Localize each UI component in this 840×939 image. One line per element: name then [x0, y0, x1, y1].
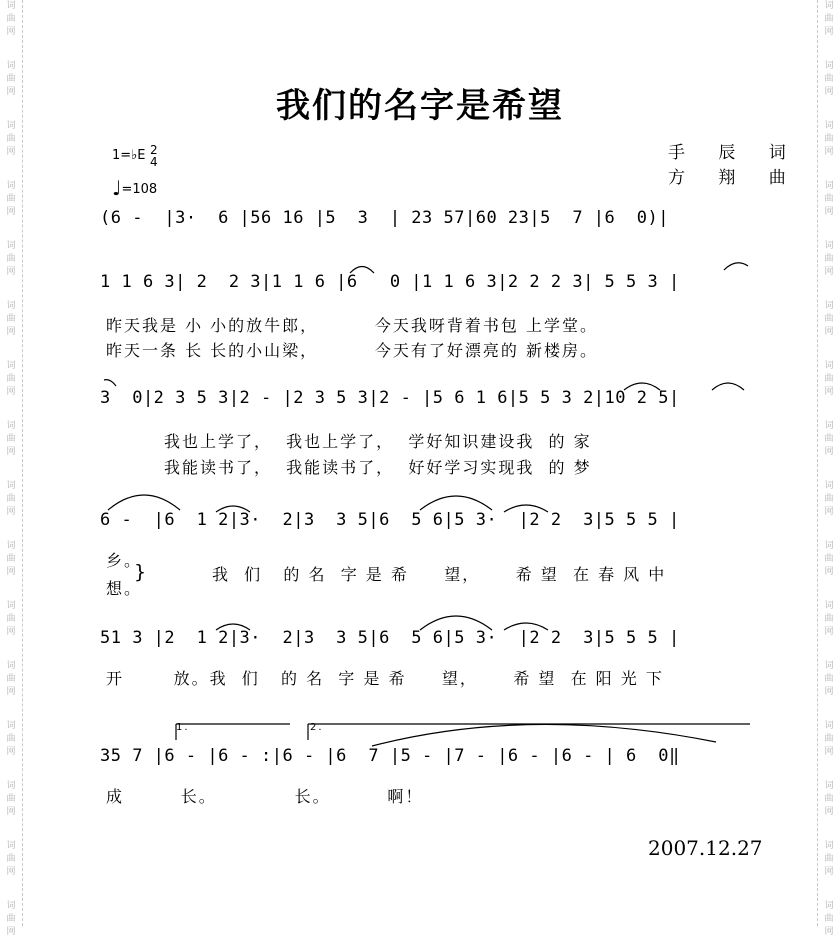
tempo-marking: ♩=108	[112, 176, 158, 200]
date-stamp: 2007.12.27	[648, 836, 763, 860]
watermark-text: 词 曲 网	[6, 241, 16, 277]
music-line-2: 1 1 6 3| 2 2 3|1 1 6 |6 0 |1 1 6 3|2 2 2 3| 5 5 3 |	[100, 272, 680, 292]
watermark-text: 词 曲 网	[6, 61, 16, 97]
quarter-note-icon: ♩	[112, 176, 122, 200]
watermark-text: 词 曲 网	[6, 541, 16, 577]
watermark-text: 词 曲 网	[6, 481, 16, 517]
lyric-ending-1: 乡。	[106, 551, 143, 570]
lyric-chorus-line3: 成 长。 长。 啊！	[106, 787, 424, 806]
watermark-text: 词 曲 网	[6, 421, 16, 457]
watermark-text: 词 曲 网	[824, 481, 834, 517]
lyric-verse1-line2: 我也上学了， 我也上学了， 学好知识建设我 的 家	[164, 432, 592, 451]
lyricist-credit: 手 辰 词	[668, 143, 800, 163]
time-signature: 2 4	[150, 143, 158, 169]
watermark-text: 词 曲 网	[6, 601, 16, 637]
watermark-text: 词 曲 网	[824, 841, 834, 877]
song-title: 我们的名字是希望	[276, 86, 564, 126]
watermark-text: 词 曲 网	[824, 361, 834, 397]
watermark-text: 词 曲 网	[6, 301, 16, 337]
lyric-chorus-line2: 开 放。我 们 的 名 字 是 希 望， 希 望 在 阳 光 下	[106, 669, 664, 688]
watermark-text: 词 曲 网	[6, 901, 16, 937]
watermark-text: 词 曲 网	[824, 121, 834, 157]
lyric-ending-2: 想。	[106, 579, 143, 598]
watermark-text: 词 曲 网	[824, 541, 834, 577]
music-line-1: (6 - |3· 6 |56 16 |5 3 | 23 57|60 23|5 7 |6 0)|	[100, 208, 669, 228]
watermark-text: 词 曲 网	[6, 1, 16, 37]
music-line-6: 35 7 |6 - |6 - :|6 - |6 7 |5 - |7 - |6 - |6 - | 6 0‖	[100, 746, 680, 766]
watermark-text: 词 曲 网	[6, 181, 16, 217]
volta-1-label: 1.	[176, 722, 190, 733]
music-line-4: 6 - |6 1 2|3· 2|3 3 5|6 5 6|5 3· |2 2 3|5 5 5 |	[100, 510, 680, 530]
watermark-text: 词 曲 网	[6, 781, 16, 817]
volta-2-label: 2.	[310, 722, 324, 733]
watermark-text: 词 曲 网	[824, 421, 834, 457]
lyric-chorus-line1: 我 们 的 名 字 是 希 望， 希 望 在 春 风 中	[212, 565, 667, 584]
music-line-3: 3 0|2 3 5 3|2 - |2 3 5 3|2 - |5 6 1 6|5 5 3 2|10 2 5|	[100, 388, 680, 408]
watermark-text: 词 曲 网	[6, 661, 16, 697]
watermark-text: 词 曲 网	[6, 361, 16, 397]
watermark-text: 词 曲 网	[824, 661, 834, 697]
watermark-text: 词 曲 网	[824, 601, 834, 637]
watermark-text: 词 曲 网	[824, 781, 834, 817]
music-line-5: 51 3 |2 1 2|3· 2|3 3 5|6 5 6|5 3· |2 2 3|5 5 5 |	[100, 628, 680, 648]
watermark-text: 词 曲 网	[6, 841, 16, 877]
watermark-text: 词 曲 网	[6, 121, 16, 157]
lyric-verse2-line1: 昨天一条 长 长的小山梁， 今天有了好漂亮的 新楼房。	[106, 341, 598, 360]
lyric-verse2-line2: 我能读书了， 我能读书了， 好好学习实现我 的 梦	[164, 458, 592, 477]
watermark-text: 词 曲 网	[824, 181, 834, 217]
verse-brace: }	[134, 561, 149, 583]
watermark-text: 词 曲 网	[824, 301, 834, 337]
watermark-text: 词 曲 网	[6, 721, 16, 757]
watermark-text: 词 曲 网	[824, 61, 834, 97]
watermark-text: 词 曲 网	[824, 1, 834, 37]
key-signature: 1=♭E 2 4	[112, 143, 158, 169]
lyric-verse1-line1: 昨天我是 小 小的放牛郎， 今天我呀背着书包 上学堂。	[106, 316, 598, 335]
composer-credit: 方 翔 曲	[668, 168, 800, 188]
watermark-text: 词 曲 网	[824, 241, 834, 277]
watermark-text: 词 曲 网	[824, 901, 834, 937]
watermark-text: 词 曲 网	[824, 721, 834, 757]
